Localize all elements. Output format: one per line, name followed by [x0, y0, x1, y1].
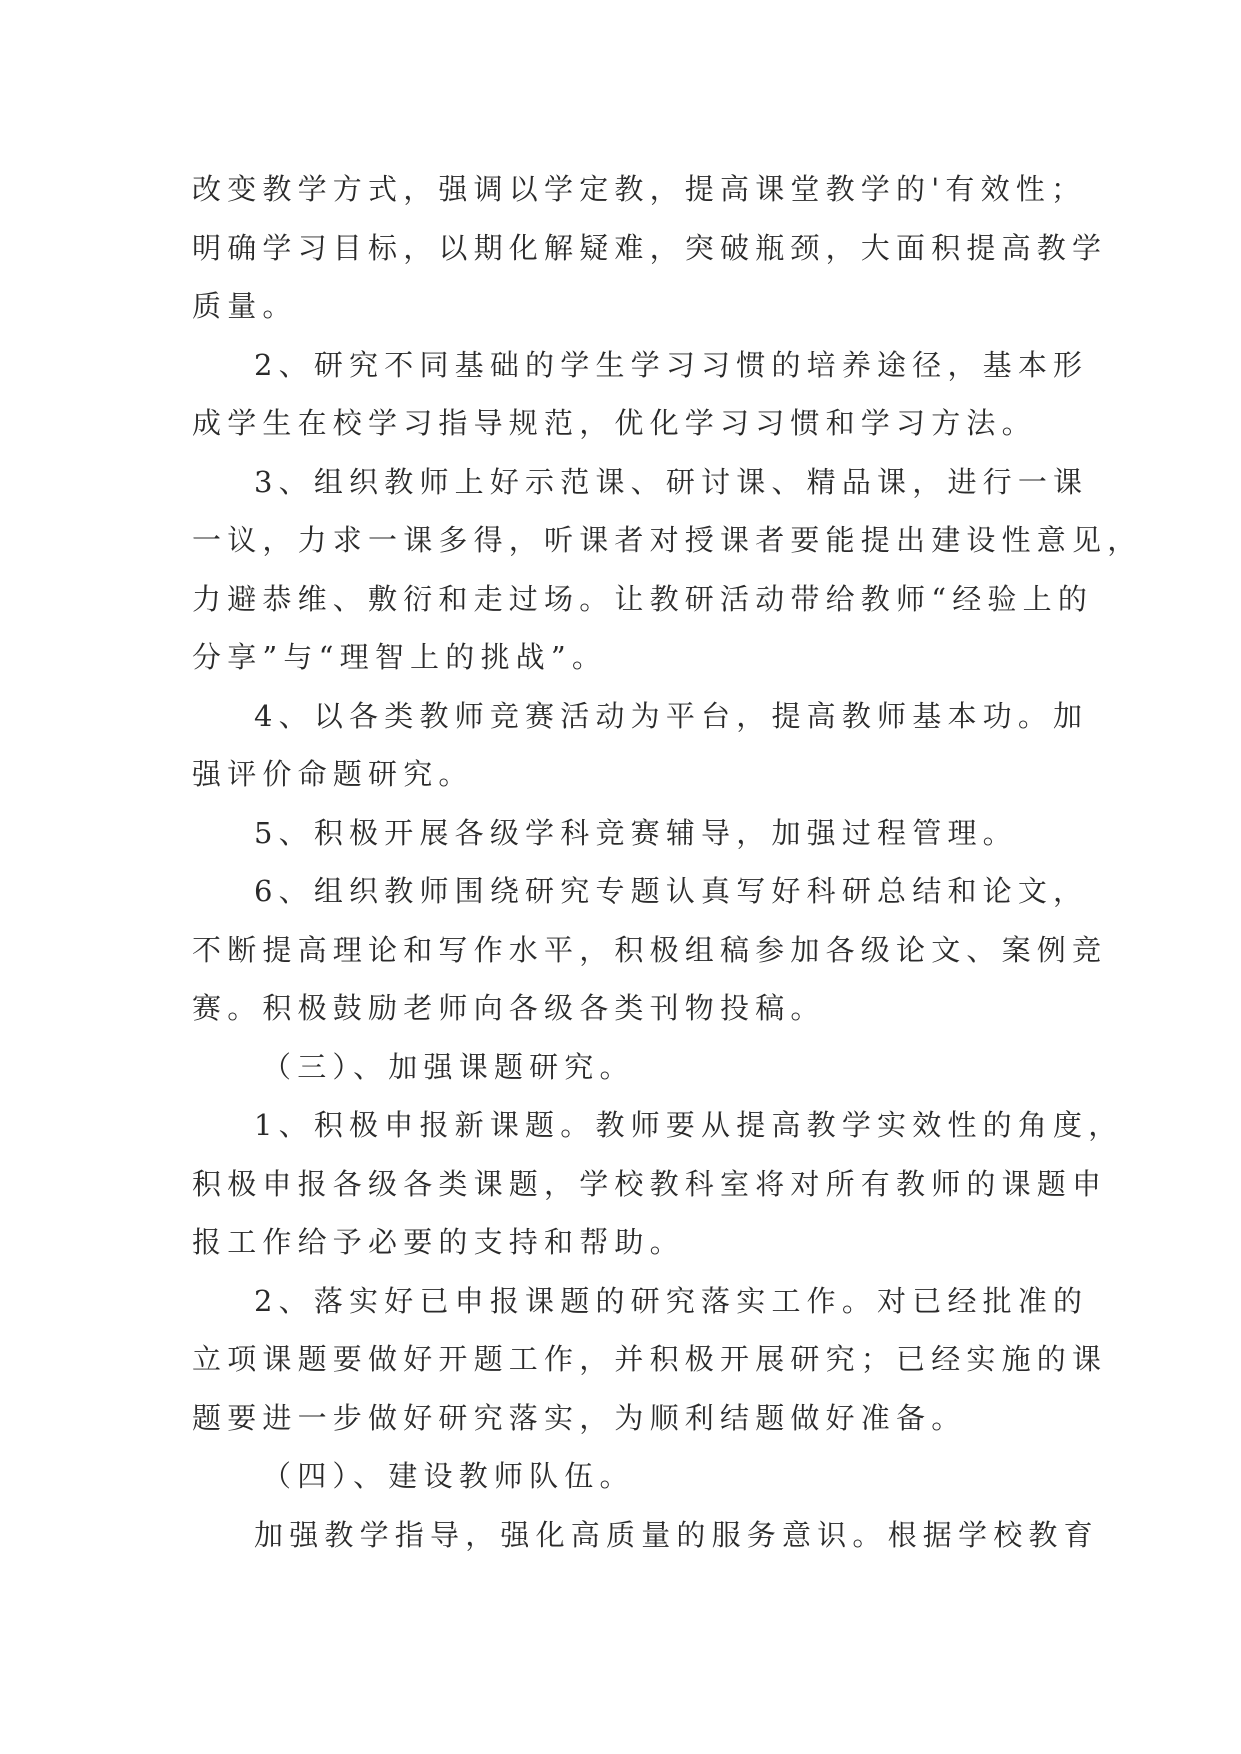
body-text	[192, 160, 1143, 1564]
text-line: 积极申报各级各类课题，学校教科室将对所有教师的课题申	[192, 1166, 1108, 1201]
paragraph-start-line: 2、研究不同基础的学生学习习惯的培养途径，基本形	[254, 347, 1089, 382]
text-line: 一议，力求一课多得，听课者对授课者要能提出建设性意见，	[192, 523, 1143, 557]
text-line: 题要进一步做好研究落实，为顺利结题做好准备。	[192, 1400, 967, 1435]
text-line: 强评价命题研究。	[192, 757, 474, 791]
paragraph-start-line: 3、组织教师上好示范课、研讨课、精品课，进行一课	[254, 464, 1089, 499]
text-line: 明确学习目标，以期化解疑难，突破瓶颈，大面积提高教学	[192, 230, 1108, 265]
text-line: 分享”与“理智上的挑战”。	[192, 640, 608, 674]
paragraph-start-line: 加强教学指导，强化高质量的服务意识。根据学校教育	[254, 1517, 1099, 1552]
text-line: 不断提高理论和写作水平，积极组稿参加各级论文、案例竞	[192, 932, 1108, 967]
text-line: 力避恭维、敷衍和走过场。让教研活动带给教师“经验上的	[192, 581, 1094, 616]
text-line: 改变教学方式，强调以学定教，提高课堂教学的'有效性；	[192, 172, 1087, 206]
text-line: 赛。积极鼓励老师向各级各类刊物投稿。	[192, 991, 826, 1025]
paragraph-start-line: 1、积极申报新课题。教师要从提高教学实效性的角度，	[254, 1108, 1124, 1142]
paragraph-start-line: 6、组织教师围绕研究专题认真写好科研总结和论文，	[254, 874, 1089, 908]
section-heading: （四）、建设教师队伍。	[262, 1459, 635, 1493]
paragraph-start-line: 5、积极开展各级学科竞赛辅导，加强过程管理。	[254, 815, 1018, 850]
paragraph-start-line: 4、以各类教师竞赛活动为平台，提高教师基本功。加	[254, 698, 1089, 733]
paragraph-start-line: 2、落实好已申报课题的研究落实工作。对已经批准的	[254, 1283, 1089, 1318]
section-heading: （三）、加强课题研究。	[262, 1049, 635, 1084]
text-line: 成学生在校学习指导规范，优化学习习惯和学习方法。	[192, 406, 1037, 440]
text-line: 报工作给予必要的支持和帮助。	[192, 1225, 685, 1259]
text-line: 立项课题要做好开题工作，并积极开展研究；已经实施的课	[192, 1342, 1108, 1376]
text-line: 质量。	[192, 289, 298, 323]
